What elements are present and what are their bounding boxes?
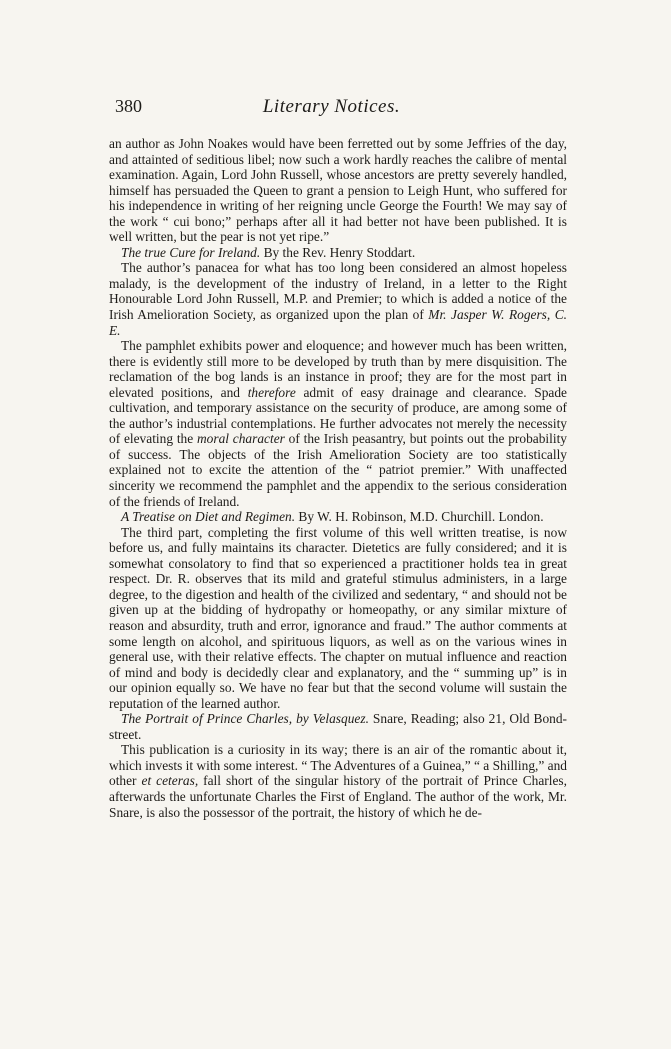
notice-heading-portrait	[109, 711, 567, 742]
notice-title: The true Cure for Ireland.	[121, 244, 261, 260]
notice-title: The Portrait of Prince Charles, by Velasquez.	[121, 711, 369, 727]
notice-author: Snare, Reading; also 21, Old Bond-street.	[109, 711, 567, 742]
notice-author: By the Rev. Henry Stoddart.	[260, 244, 416, 260]
paragraph-portrait: This publication is a curiosity in its way; there is an air of the romantic about it, which invests it with some interest. “ The Adventures of a Guinea,” “ a Shilling,” and other et ceteras, fall short of the singular history of the portrait of Prince Charles, afterwards the unfortunate Charles the First of England. The author of the work, Mr. Snare, is also the possessor of the portrait, the history of which he de-	[109, 742, 567, 820]
page-number: 380	[115, 96, 142, 116]
notice-heading-diet	[109, 509, 567, 525]
paragraph-continuation: an author as John Noakes would have been ferretted out by some Jeffries of the day, and attainted of seditious libel; now such a work hardly reaches the calibre of mental examination. Again, Lord John Russell, whose ancestors are pretty severely handled, himself has persuaded the Queen to grant a pension to Leigh Hunt, who suffered for his independence in writing of her reigning uncle George the Fourth! We may say of the work “ cui bono;” perhaps after all it had better not have been published. It is well written, but the pear is not yet ripe.”	[109, 136, 567, 245]
paragraph-panacea: The author’s panacea for what has too long been considered an almost hopeless malady, is the development of the industry of Ireland, in a letter to the Right Honourable Lord John Russell, M.P. and Premier; to which is added a notice of the Irish Amelioration Society, as organized upon the plan of Mr. Jasper W. Rogers, C. E.	[109, 260, 568, 338]
notice-author: By W. H. Robinson, M.D. Churchill. London.	[295, 509, 544, 525]
page-header	[109, 96, 554, 124]
body-text	[109, 136, 567, 820]
notice-title: A Treatise on Diet and Regimen.	[121, 509, 296, 525]
running-title: Literary Notices.	[262, 96, 401, 117]
paragraph-treatise: The third part, completing the first volume of this well written treatise, is now before us, and fully maintains its character. Dietetics are fully considered; and it is somewhat consolatory to find that so experienced a practitioner holds tea in great respect. Dr. R. observes that its mild and grateful stimulus administers, in a large degree, to the digestion and health of the civilized and sedentary, “ and should not be given up at the bidding of hydropathy or homeopathy, or any similar mixture of reason and absurdity, truth and error, ignorance and fraud.” The author comments at some length on alcohol, and spirituous liquors, as well as on the various wines in general use, with their relative effects. The chapter on mutual influence and reaction of mind and body is decidedly clear and explanatory, and the “ summing up” is in our opinion equally so. We have no fear but that the second volume will sustain the reputation of the learned author.	[109, 524, 567, 711]
paragraph-pamphlet: The pamphlet exhibits power and eloquence; and however much has been written, there is evidently still more to be developed by truth than by mere disquisition. The reclamation of the bog lands is an instance in proof; they are for the most part in elevated positions, and therefore admit of easy drainage and clearance. Spade cultivation, and temporary assistance on the security of produce, are among some of the author’s industrial contemplations. He further advocates not merely the necessity of elevating the moral character of the Irish peasantry, but points out the probability of success. The objects of the Irish Amelioration Society are too statistically explained not to excite the attention of the “ patriot premier.” With unaffected sincerity we recommend the pamphlet and the appendix to the serious consideration of the friends of Ireland.	[109, 338, 567, 509]
notice-heading-ireland	[109, 245, 567, 261]
